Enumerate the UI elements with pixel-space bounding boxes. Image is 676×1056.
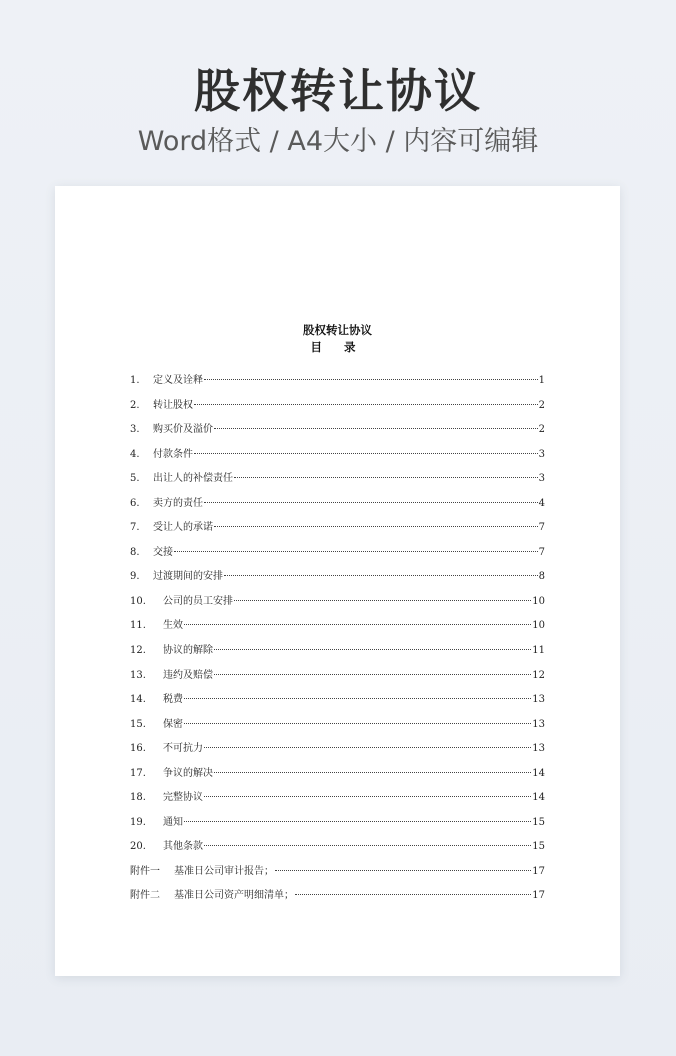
toc-entry[interactable] bbox=[130, 369, 545, 394]
toc-leader-dots bbox=[275, 870, 531, 871]
toc-leader-dots bbox=[184, 624, 531, 625]
toc-entry-label: 争议的解决 bbox=[163, 767, 213, 779]
toc-entry-label: 出让人的补偿责任 bbox=[153, 473, 233, 485]
toc-entry-number: 9. bbox=[130, 571, 140, 583]
toc-heading: 目 录 bbox=[310, 340, 365, 354]
toc-entry[interactable] bbox=[130, 835, 545, 860]
toc-entry-number: 6. bbox=[130, 497, 140, 509]
toc-entry-number: 11. bbox=[130, 620, 146, 632]
toc-entry-page: 2 bbox=[538, 424, 545, 436]
toc-leader-dots bbox=[204, 796, 531, 797]
toc-entry[interactable] bbox=[130, 762, 545, 787]
toc-entry-label: 协议的解除 bbox=[163, 645, 213, 657]
toc-entry[interactable] bbox=[130, 394, 545, 419]
toc-entry-label: 受让人的承诺 bbox=[153, 522, 213, 534]
toc-entry[interactable] bbox=[130, 565, 545, 590]
document-page bbox=[55, 186, 620, 976]
toc-entry-number: 附件一 bbox=[130, 865, 160, 877]
toc-entry-label: 卖方的责任 bbox=[153, 497, 203, 509]
page-title: 股权转让协议 bbox=[194, 64, 482, 118]
toc-entry-number: 8. bbox=[130, 546, 140, 558]
toc-entry-page: 13 bbox=[532, 694, 545, 706]
toc-leader-dots bbox=[194, 404, 538, 405]
toc-leader-dots bbox=[194, 453, 538, 454]
promo-header bbox=[0, 60, 676, 160]
toc-leader-dots bbox=[214, 674, 531, 675]
toc-entry-label: 不可抗力 bbox=[163, 743, 203, 755]
toc-entry-label: 交接 bbox=[153, 546, 173, 558]
toc-entry[interactable] bbox=[130, 492, 545, 517]
toc-entry-label: 完整协议 bbox=[163, 792, 203, 804]
toc-entry-page: 2 bbox=[538, 399, 545, 411]
toc-leader-dots bbox=[184, 698, 531, 699]
toc-leader-dots bbox=[214, 428, 538, 429]
toc-leader-dots bbox=[184, 723, 531, 724]
toc-entry-appendix[interactable] bbox=[130, 884, 545, 909]
toc-entry-label: 公司的员工安排 bbox=[163, 595, 233, 607]
toc-entry-label: 通知 bbox=[163, 816, 183, 828]
document-title: 股权转让协议 bbox=[303, 323, 372, 337]
toc-entry[interactable] bbox=[130, 713, 545, 738]
toc-entry[interactable] bbox=[130, 664, 545, 689]
toc-entry-page: 15 bbox=[532, 816, 545, 828]
toc-leader-dots bbox=[234, 477, 538, 478]
toc-entry-number: 18. bbox=[130, 792, 146, 804]
toc-entry[interactable] bbox=[130, 418, 545, 443]
toc-entry-page: 1 bbox=[538, 375, 545, 386]
toc-entry-page: 4 bbox=[538, 497, 545, 509]
toc-entry-number: 2. bbox=[130, 399, 140, 411]
toc-entry-label: 税费 bbox=[163, 694, 183, 706]
toc-entry-number: 5. bbox=[130, 473, 140, 485]
toc-entry[interactable] bbox=[130, 688, 545, 713]
toc-entry-number: 附件二 bbox=[130, 890, 160, 902]
toc-leader-dots bbox=[214, 526, 538, 527]
toc-entry-label: 转让股权 bbox=[153, 399, 193, 411]
toc-entry[interactable] bbox=[130, 811, 545, 836]
toc-entry[interactable] bbox=[130, 541, 545, 566]
toc-entry-label: 过渡期间的安排 bbox=[153, 571, 223, 583]
toc-entry[interactable] bbox=[130, 786, 545, 811]
toc-entry-page: 14 bbox=[532, 792, 545, 804]
toc-entry-page: 11 bbox=[532, 645, 545, 657]
toc-entry-number: 3. bbox=[130, 424, 140, 436]
toc-entry[interactable] bbox=[130, 467, 545, 492]
toc-leader-dots bbox=[204, 845, 531, 846]
toc-entry[interactable] bbox=[130, 516, 545, 541]
toc-leader-dots bbox=[214, 772, 531, 773]
toc-entry-number: 19. bbox=[130, 816, 146, 828]
toc-entry-number: 17. bbox=[130, 767, 146, 779]
toc-leader-dots bbox=[204, 502, 538, 503]
toc-entry-page: 12 bbox=[532, 669, 545, 681]
toc-entry-page: 8 bbox=[538, 571, 545, 583]
toc-entry-page: 17 bbox=[532, 890, 545, 902]
toc-entry-number: 1. bbox=[130, 375, 140, 386]
toc-entry-number: 20. bbox=[130, 841, 146, 853]
toc-entry-number: 15. bbox=[130, 718, 146, 730]
toc-entry-page: 3 bbox=[538, 448, 545, 460]
toc-entry-number: 10. bbox=[130, 595, 146, 607]
toc-entry-page: 13 bbox=[532, 718, 545, 730]
toc-entry-page: 14 bbox=[532, 767, 545, 779]
toc-entry-number: 16. bbox=[130, 743, 146, 755]
toc-leader-dots bbox=[184, 821, 531, 822]
toc-entry-page: 7 bbox=[538, 522, 545, 534]
toc-entry-label: 生效 bbox=[163, 620, 183, 632]
toc-entry-label: 违约及赔偿 bbox=[163, 669, 213, 681]
toc-entry-label: 购买价及溢价 bbox=[153, 424, 213, 436]
toc-entry[interactable] bbox=[130, 639, 545, 664]
toc-entry-number: 12. bbox=[130, 645, 146, 657]
toc-entry-label: 基准日公司审计报告； bbox=[174, 865, 274, 877]
toc-entry-number: 14. bbox=[130, 694, 146, 706]
toc-entry[interactable] bbox=[130, 737, 545, 762]
toc-entry-label: 保密 bbox=[163, 718, 183, 730]
toc-entry-label: 定义及诠释 bbox=[153, 375, 203, 386]
toc-entry-page: 10 bbox=[532, 620, 545, 632]
toc-leader-dots bbox=[224, 575, 538, 576]
toc-entry-number: 4. bbox=[130, 448, 140, 460]
toc-leader-dots bbox=[204, 747, 531, 748]
toc-entry-label: 其他条款 bbox=[163, 841, 203, 853]
page-subtitle: Word格式 / A4大小 / 内容可编辑 bbox=[137, 126, 539, 157]
toc-entry[interactable] bbox=[130, 614, 545, 639]
toc-leader-dots bbox=[295, 894, 531, 895]
toc-entry-page: 15 bbox=[532, 841, 545, 853]
toc-leader-dots bbox=[174, 551, 538, 552]
toc-entry[interactable] bbox=[130, 443, 545, 468]
table-of-contents bbox=[130, 369, 545, 909]
toc-leader-dots bbox=[234, 600, 531, 601]
toc-leader-dots bbox=[204, 379, 538, 380]
toc-entry-label: 付款条件 bbox=[153, 448, 193, 460]
toc-entry-page: 10 bbox=[532, 595, 545, 607]
toc-entry-page: 13 bbox=[532, 743, 545, 755]
toc-entry-number: 13. bbox=[130, 669, 146, 681]
toc-entry-page: 3 bbox=[538, 473, 545, 485]
toc-entry-page: 17 bbox=[532, 865, 545, 877]
toc-leader-dots bbox=[214, 649, 531, 650]
toc-entry-label: 基准日公司资产明细清单； bbox=[174, 890, 294, 902]
toc-entry-number: 7. bbox=[130, 522, 140, 534]
toc-entry-appendix[interactable] bbox=[130, 860, 545, 885]
toc-entry-page: 7 bbox=[538, 546, 545, 558]
toc-entry[interactable] bbox=[130, 590, 545, 615]
